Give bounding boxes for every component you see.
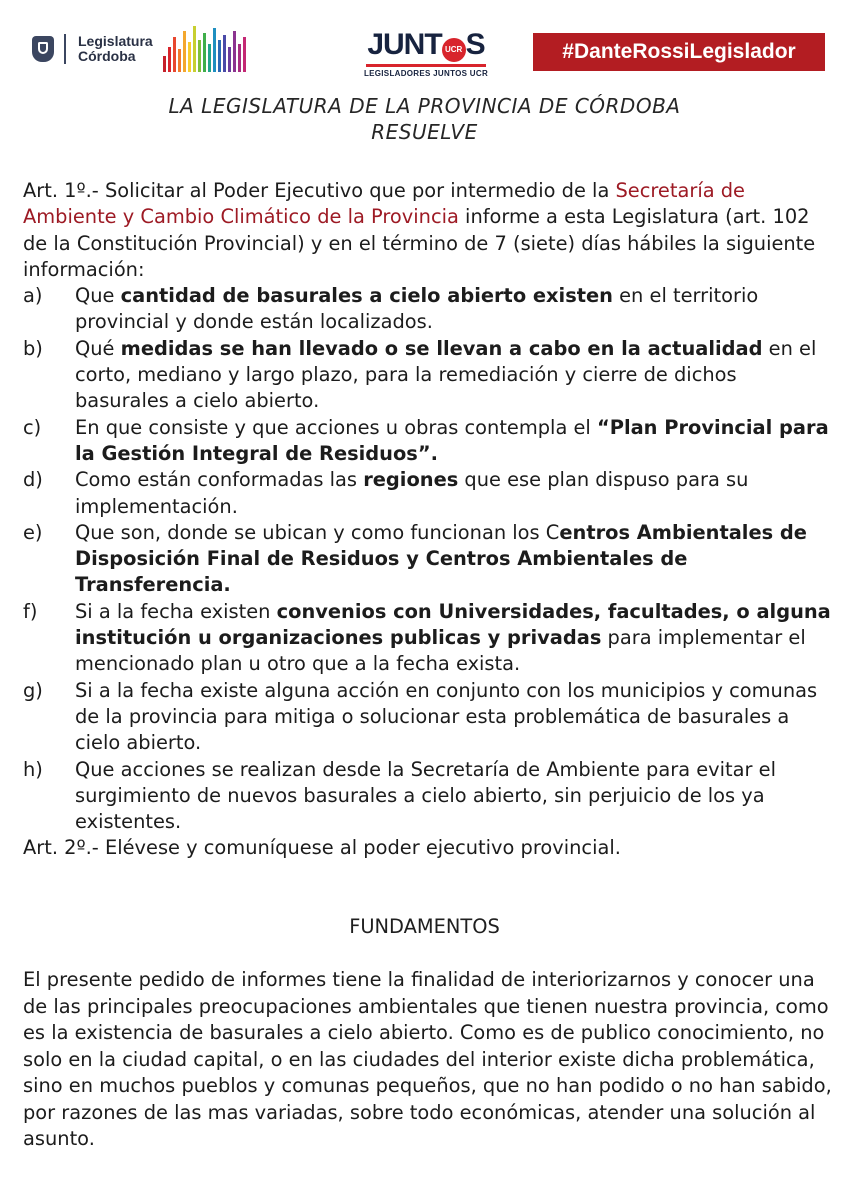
color-bar (168, 47, 171, 72)
item-text-bold: cantidad de basurales a cielo abierto existen (120, 284, 613, 308)
item-text-plain: Qué (75, 336, 121, 360)
item-text-plain: Si a la fecha existen (75, 599, 277, 623)
item-text (75, 599, 833, 678)
color-bar (238, 44, 241, 72)
item-label: f) (23, 599, 38, 623)
color-bar (193, 26, 196, 72)
fundamentos-text: El presente pedido de informes tiene la finalidad de interiorizarnos y conocer una de las principales preocupaciones ambientales que tienen nuestra provincia, como es la existencia de basurales a cielo abierto. Como es de publico conocimiento, no solo en la ciudad capital, o en las ciudades del interior existe dicha problemática, sino en muchos pueblos y comunas pequeños, que no han podido o no han sabido, por razones de las mas variadas, sobre todo económicas, atender una solución al asunto. (23, 968, 832, 1150)
art1-suffix: informe a esta Legislatura (art. 102 de la Constitución Provincial) y en el término de 7 (siete) días hábiles la siguiente información: (23, 205, 816, 281)
juntos-title-a: JUNT (367, 28, 442, 61)
color-bar (233, 31, 236, 72)
heading-line2: RESUELVE (371, 120, 478, 144)
item-text (75, 283, 833, 336)
item-h (23, 757, 833, 836)
item-e (23, 520, 833, 599)
item-label: a) (23, 284, 43, 308)
item-text (75, 336, 833, 415)
item-text-bold: entros Ambientales de Disposición Final de Residuos y Centros Ambientales de Transferencia. (75, 520, 807, 597)
item-text-plain: en el territorio provincial y donde están localizados. (75, 284, 759, 334)
item-text-plain: que ese plan dispuso para su implementación. (75, 468, 749, 518)
color-bar (203, 33, 206, 72)
item-text (75, 415, 833, 468)
item-text-plain: para implementar el mencionado plan u otro que a la fecha exista. (75, 626, 806, 676)
item-label: b) (23, 336, 43, 360)
item-label: g) (23, 678, 43, 702)
juntos-logo (362, 30, 490, 78)
juntos-title-b: S (465, 28, 485, 61)
item-text-plain: Como están conformadas las (75, 468, 364, 492)
article-2: Art. 2º.- Elévese y comuníquese al poder ejecutivo provincial. (23, 836, 621, 860)
resolution-body (23, 178, 833, 862)
color-bars-graphic (163, 26, 246, 72)
item-text-plain: Que son, donde se ubican y como funcionan los C (75, 520, 560, 544)
color-bar (213, 28, 216, 72)
item-label: c) (23, 415, 42, 439)
legislatura-logo-line2: Córdoba (78, 48, 136, 64)
color-bar (178, 49, 181, 72)
legislatura-logo-line1: Legislatura (78, 33, 153, 49)
item-text-plain: En que consiste y que acciones u obras contempla el (75, 415, 597, 439)
item-label: d) (23, 468, 43, 492)
color-bar (173, 37, 176, 72)
item-text: Si a la fecha existe alguna acción en conjunto con los municipios y comunas de la provincia para mitiga o solucionar esta problemática de basurales a cielo abierto. (75, 678, 818, 755)
heading-line1: LA LEGISLATURA DE LA PROVINCIA DE CÓRDOBA (168, 94, 681, 118)
color-bar (208, 44, 211, 72)
item-d (23, 467, 833, 520)
color-bar (228, 47, 231, 72)
item-b (23, 336, 833, 415)
fundamentos-title: FUNDAMENTOS (349, 915, 500, 938)
item-text-plain: en el corto, mediano y largo plazo, para la remediación y cierre de dichos basurales a cielo abierto. (75, 336, 817, 413)
item-label: h) (23, 757, 43, 781)
item-g (23, 678, 833, 757)
item-f (23, 599, 833, 678)
color-bar (243, 37, 246, 72)
header (0, 0, 849, 85)
item-text (75, 520, 833, 599)
art1-prefix: Art. 1º.- Solicitar al Poder Ejecutivo que por intermedio de la (23, 179, 616, 202)
logo-divider (64, 34, 66, 64)
item-c (23, 415, 833, 468)
color-bar (218, 40, 221, 72)
color-bar (188, 42, 191, 72)
legislatura-logo-text (78, 34, 153, 64)
coat-of-arms-icon (32, 36, 54, 62)
item-text-bold: convenios con Universidades, facultades, o alguna institución u organizaciones publicas y privadas (75, 599, 831, 650)
item-text (75, 467, 833, 520)
art1-highlight: Secretaría de Ambiente y Cambio Climático de la Provincia (23, 179, 745, 229)
article-1 (23, 178, 833, 283)
color-bar (163, 56, 166, 72)
ucr-circle-icon: UCR (442, 38, 466, 62)
juntos-title (367, 30, 484, 62)
item-text-bold: regiones (363, 468, 459, 492)
item-label: e) (23, 520, 43, 544)
item-text-bold: “Plan Provincial para la Gestión Integral de Residuos”. (75, 415, 829, 465)
item-text-bold: medidas se han llevado o se llevan a cabo en la actualidad (120, 336, 763, 360)
hashtag-banner: #DanteRossiLegislador (533, 33, 825, 71)
item-text-plain: Que (75, 284, 121, 308)
legislatura-logo (32, 28, 246, 70)
color-bar (223, 35, 226, 72)
item-a (23, 283, 833, 336)
color-bar (198, 40, 201, 72)
juntos-subtitle: LEGISLADORES JUNTOS UCR (363, 69, 489, 78)
juntos-underline (366, 64, 486, 67)
item-text: Que acciones se realizan desde la Secretaría de Ambiente para evitar el surgimiento de nuevos basurales a cielo abierto, sin perjuicio de los ya existentes. (75, 757, 776, 834)
color-bar (183, 31, 186, 72)
